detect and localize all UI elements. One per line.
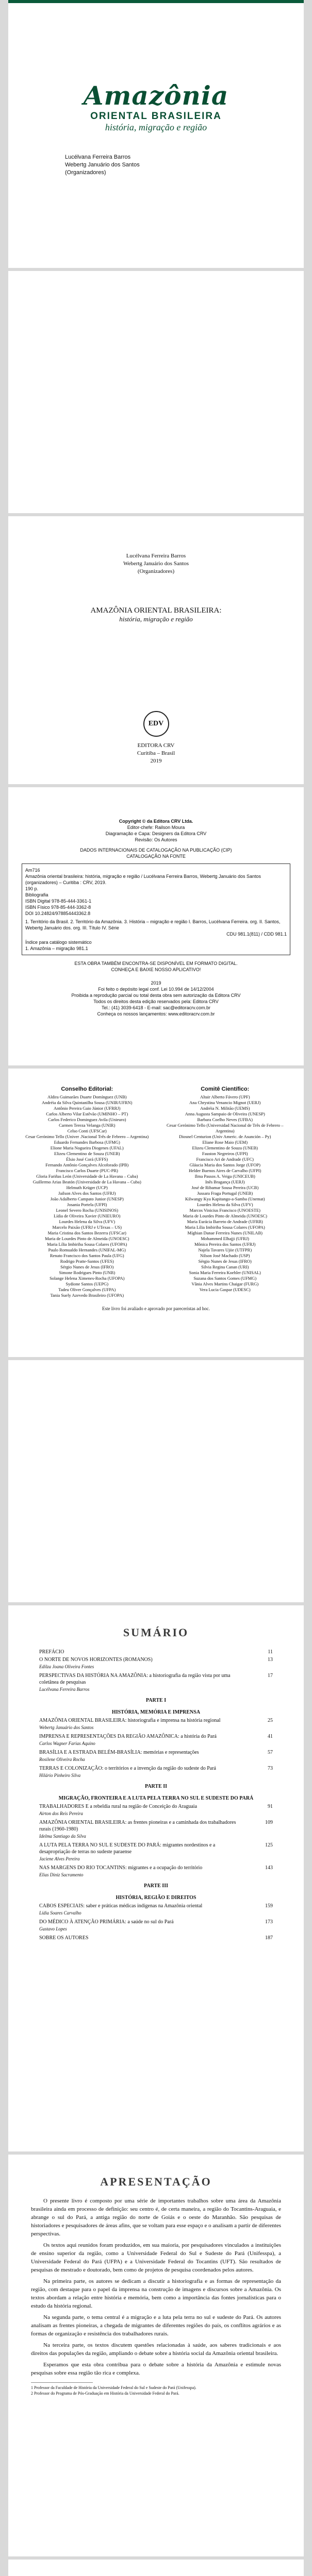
- toc-entry-page: 91: [268, 1804, 273, 1809]
- editorial-member: Sydione Santos (UEPG): [65, 1281, 109, 1286]
- title-author-2: Webertg Januário dos Santos: [123, 561, 189, 567]
- toc-entry-page: 57: [268, 1750, 273, 1755]
- cip-line-5: ISBN Digital 978-85-444-3361-1: [25, 899, 92, 904]
- editorial-member: Lourdes Helena da Silva (UFV): [59, 1219, 116, 1224]
- toc-entry-title: PREFÁCIO: [39, 1649, 64, 1655]
- toc-entry-author: Rosilene Oliveira Rocha: [39, 1757, 85, 1762]
- editorial-member: Carlos Alberto Vilar Estêvão (UMINHO – PT): [46, 1111, 128, 1116]
- toc-part-heading: PARTE II: [144, 1784, 168, 1789]
- editorial-member: Francisco Carlos Duarte (PUC-PR): [56, 1168, 118, 1173]
- title-block: [8, 606, 304, 623]
- scientific-member: Cesar Gerónimo Tello (Universidad Nacional de Três de Febrero – Argentina): [166, 1123, 284, 1133]
- title-author-1: Lucélvana Ferreira Barros: [126, 553, 186, 559]
- toc-entry-page: 13: [268, 1657, 273, 1663]
- editorial-member: Fernando Antônio Gonçalves Alcoforado (IPB): [45, 1162, 129, 1167]
- toc-entry[interactable]: [39, 1903, 273, 1909]
- scientific-member: Maria de Lourdes Pinto de Almeida (UNOESC): [183, 1213, 267, 1218]
- toc-entry-page: 109: [265, 1820, 273, 1825]
- toc-entry-title: CABOS ESPECIAIS: saber e práticas médicas indígenas na Amazônia oriental: [39, 1903, 203, 1909]
- toc-entry-author: Webertg Januário dos Santos: [39, 1725, 94, 1730]
- cip-line-6: ISBN Físico 978-85-444-3362-8: [25, 905, 91, 910]
- cover-brand: [8, 80, 304, 133]
- scientific-member: Nilson José Machado (USP): [200, 1253, 250, 1258]
- toc-entry-author: Idelma Santiago da Silva: [39, 1834, 86, 1839]
- toc-entry[interactable]: [39, 1733, 273, 1740]
- cip-title: DADOS INTERNACIONAIS DE CATALOGAÇÃO NA PUBLICAÇÃO (CIP): [80, 848, 232, 853]
- legal-line-2: CONHEÇA E BAIXE NOSSO APLICATIVO!: [111, 967, 201, 972]
- copyright-line-1: Copyright © da Editora CRV Ltda.: [119, 819, 193, 824]
- toc-entry-title: A LUTA PELA TERRA NO SUL E SUDESTE DO PARÁ: migrantes nordestinos e a desapropriação de terras no sudeste paraense: [39, 1842, 216, 1855]
- title-publisher: [8, 742, 304, 765]
- toc-entry-page: 125: [265, 1842, 273, 1848]
- toc-page: [8, 1605, 304, 2151]
- scientific-member: Eliane Rose Maio (UEM): [202, 1140, 248, 1145]
- toc-entry-title: IMPRENSA E REPRESENTAÇÕES DA REGIÃO AMAZÔNICA: a história do Pará: [39, 1734, 217, 1739]
- toc-entry-title: NAS MARGENS DO RIO TOCANTINS: migrantes e a ocupação do território: [39, 1865, 203, 1871]
- toc-entry-author: Lídia Soares Carvalho: [39, 1910, 81, 1916]
- publisher-logo-icon: [143, 711, 169, 737]
- toc-entry[interactable]: [39, 1717, 273, 1724]
- cip-sub: CATALOGAÇÃO NA FONTE: [126, 854, 186, 859]
- toc-title: SUMÁRIO: [123, 1626, 189, 1639]
- scientific-member: Lourdes Helena da Silva (UFV): [196, 1202, 253, 1207]
- editorial-member: Solange Helena Ximenes-Rocha (UFOPA): [50, 1276, 125, 1281]
- toc-entry-title: DO MÉDICO À ATENÇÃO PRIMÁRIA: a saúde no sul do Pará: [39, 1919, 174, 1925]
- scientific-member: Vera Lucia Gaspar (UDESC): [199, 1287, 251, 1292]
- presentation-paragraph: Na primeira parte, os autores se dedicam a discutir a historiografia e as formas de representação da região, com destaque para o papel da imprensa na construção de imagens e discursos sobre a Amazônia. Os textos abordam a relação entre história e memória, bem como a importância das fontes jornalísticas para o estudo da história regional.: [31, 2278, 281, 2309]
- scientific-member: Ana Chrystina Venancio Mignot (UERJ): [189, 1100, 261, 1105]
- toc-entry[interactable]: [39, 1935, 273, 1941]
- scientific-member: Míghian Danae Ferreira Nunes (UNILAB): [187, 1230, 262, 1235]
- toc-list: [39, 1649, 273, 1941]
- editorial-council: [21, 1084, 154, 1298]
- copyright-block: [8, 818, 304, 843]
- editorial-member: Élsio José Corá (UFFS): [66, 1157, 108, 1162]
- copyright-page: [8, 787, 304, 1065]
- toc-entry[interactable]: [39, 1656, 273, 1663]
- rights-line-1: 2019: [151, 980, 161, 986]
- editorial-member: Lídia de Oliveira Xavier (UNIEURO): [54, 1213, 121, 1218]
- toc-entry-author: Edilza Joana Oliveira Fontes: [39, 1664, 94, 1669]
- scientific-member: Maria Eurácia Barreto de Andrade (UFRB): [187, 1219, 263, 1224]
- editorial-member: Tadeu Oliver Gonçalves (UFPA): [58, 1287, 116, 1292]
- cip-heading: [8, 847, 304, 859]
- editorial-member: Aldira Guimarães Duarte Domínguez (UNB): [47, 1094, 127, 1099]
- rights-line-3: Proibida a reprodução parcial ou total desta obra sem autorização da Editora CRV: [71, 993, 241, 998]
- scientific-member: Silvia Regina Canan (URI): [201, 1264, 249, 1269]
- editorial-member: Helmuth Krüger (UCP): [66, 1185, 108, 1190]
- presentation-paragraph: Na segunda parte, o tema central é a migração e a luta pela terra no sul e sudeste do Pará. Os autores analisam as frentes pioneiras, a chegada de migrantes de diferentes regiões do país, os conflitos agrários e as formas de organização e resistência dos trabalhadores rurais.: [31, 2314, 281, 2337]
- editorial-member: João Adalberto Campato Junior (UNESP): [50, 1196, 124, 1201]
- blank-page-2: [8, 1360, 304, 1602]
- scientific-member: Helder Buenos Aires de Carvalho (UFPI): [189, 1168, 261, 1173]
- book-subtitle: história, migração e região: [119, 615, 193, 623]
- editorial-member: Renato Francisco dos Santos Paula (UFG): [50, 1253, 124, 1258]
- scientific-member: Inês Bragança (UERJ): [205, 1179, 245, 1184]
- scientific-member: Francisco Ari de Andrade (UFC): [196, 1157, 254, 1162]
- scientific-member: Suzana dos Santos Gomes (UFMG): [193, 1276, 257, 1281]
- toc-entry-title: O NORTE DE NOVOS HORIZONTES (ROMANOS): [39, 1657, 153, 1663]
- editorial-member: Eduardo Fernandes Barbosa (UFMG): [54, 1140, 120, 1145]
- toc-entry-author: Airton dos Reis Pereira: [39, 1811, 83, 1816]
- toc-part-heading: PARTE I: [145, 1698, 167, 1703]
- scientific-committee-title: Comitê Científico:: [201, 1086, 250, 1092]
- title-authors: [8, 552, 304, 575]
- scientific-member: Ilma Passos A. Veiga (UNICEUB): [194, 1174, 255, 1179]
- scientific-member: Fauston Negreiros (UFPI): [202, 1151, 248, 1156]
- rights-line-6: Conheça os nossos lançamentos: www.editoracrv.com.br: [97, 1011, 215, 1016]
- toc-entry-title: BRASÍLIA E A ESTRADA BELÉM-BRASÍLIA: memórias e representações: [39, 1750, 199, 1755]
- editorial-member: Elione Maria Nogueira Diogenes (UFAL): [50, 1145, 124, 1150]
- scientific-member: Mohammed Elhajji (UFRJ): [201, 1236, 249, 1241]
- toc-part-heading: MIGRAÇÃO, FRONTEIRA E A LUTA PELA TERRA NO SUL E SUDESTE DO PARÁ: [58, 1795, 254, 1801]
- toc-entry-page: 11: [268, 1649, 273, 1655]
- cip-line-2: Amazônia oriental brasileira: história, migração e região / Lucélvana Ferreira Barros, Webertg Januário dos Santos (organizadores) – Curitiba : CRV, 2019.: [25, 874, 261, 885]
- toc-entry-author: Jaciene Alves Pereira: [39, 1856, 80, 1861]
- scientific-member: Elizeu Clementino de Souza (UNEB): [192, 1145, 258, 1150]
- copyright-line-4: Revisão: Os Autores: [135, 837, 177, 842]
- toc-entry[interactable]: [39, 1803, 273, 1810]
- presentation-paragraphs: [31, 2197, 281, 2377]
- footnote-2: 2 Professor do Programa de Pós-Graduação em História da Universidade Federal do Pará.: [31, 2391, 179, 2396]
- toc-entry-author: Carlos Wagner Farias Aquino: [39, 1741, 95, 1746]
- presentation-paragraph: Na terceira parte, os textos discutem questões relacionadas à saúde, aos saberes tradicionais e aos direitos das populações da região, ampliando o debate sobre a história social da Amazônia oriental brasileira.: [31, 2342, 281, 2357]
- editorial-council-list: [21, 1094, 154, 1298]
- editorial-member: Rodrigo Pratte-Santos (UFES): [60, 1259, 114, 1264]
- scientific-member: Altair Alberto Fávero (UPF): [200, 1094, 250, 1099]
- editorial-member: Paulo Romualdo Hernandes (UNIFAL-MG): [48, 1247, 126, 1252]
- rights-line-4: Todos os direitos desta edição reservados pela: Editora CRV: [93, 999, 219, 1004]
- editorial-member: Carmen Tereza Velanga (UNIR): [59, 1123, 116, 1128]
- editorial-member: Celso Conti (UFSCar): [67, 1128, 107, 1133]
- copyright-line-3: Diagramação e Capa: Designers da Editora CRV: [105, 831, 207, 836]
- cover-organizers-role: (Organizadores): [65, 170, 106, 176]
- toc-part-heading: PARTE III: [144, 1883, 168, 1889]
- rights-line-5: Tel.: (41) 3039-6418 - E-mail: sac@editoracrv.com.br: [101, 1005, 211, 1010]
- editorial-member: Antônio Pereira Gaio Júnior (UFRRJ): [54, 1106, 121, 1111]
- scientific-member: Jussara Fraga Portugal (UNEB): [197, 1191, 253, 1196]
- blank-page: [8, 271, 304, 513]
- scientific-member: Mônica Pereira dos Santos (UFRJ): [194, 1242, 256, 1247]
- toc-entry-page: 187: [265, 1935, 273, 1941]
- toc-entry[interactable]: [39, 1649, 273, 1655]
- footnote-1: 1 Professor da Faculdade de História da Universidade Federal do Sul e Sudeste do Pará (Unifesspa).: [31, 2385, 196, 2390]
- cip-line-10: Índice para catálogo sistemático: [25, 940, 92, 945]
- editorial-member: Marcelo Paixão (UFRJ e UTexas – US): [52, 1225, 122, 1230]
- cover-organizer-1: Lucélvana Ferreira Barros: [65, 154, 131, 160]
- editorial-member: Carlos Federico Dominguez Avila (Unieuro): [48, 1117, 126, 1122]
- council-columns: [8, 1084, 304, 1298]
- toc-entry-page: 159: [265, 1903, 273, 1909]
- scientific-member: Maria Lília Imbiriba Sousa Colares (UFOPA): [185, 1225, 265, 1230]
- toc-entry-page: 73: [268, 1766, 273, 1771]
- toc-entry-author: Hilário Pinheiro Silva: [39, 1773, 81, 1778]
- publisher-logo-text: EDV: [148, 720, 164, 727]
- presentation-paragraph: Esperamos que esta obra contribua para o debate sobre a história da Amazônia e estimule novas pesquisas sobre essa região tão rica e complexa.: [31, 2362, 281, 2376]
- publisher-name: EDITORA CRV: [137, 742, 175, 749]
- toc-entry[interactable]: [39, 1919, 273, 1925]
- scientific-member: Vânia Alves Martins Chaigar (FURG): [191, 1281, 259, 1286]
- scientific-member: Sérgio Nunes de Jesus (IFRO): [198, 1259, 252, 1264]
- publisher-place: Curitiba – Brasil: [137, 750, 175, 756]
- scientific-member: Andréia N. Militão (UEMS): [200, 1106, 250, 1111]
- toc-entry-title: AMAZÔNIA ORIENTAL BRASILEIRA: historiografia e imprensa na história regional: [39, 1718, 221, 1723]
- publisher-year: 2019: [150, 758, 162, 764]
- toc-entry[interactable]: [39, 1865, 273, 1871]
- cip-line-7: DOI 10.24824/978854443362.8: [25, 911, 91, 916]
- toc-entry-title: TERRAS E COLONIZAÇÃO: o territórios e a invenção da região do sudeste do Pará: [39, 1766, 216, 1771]
- scientific-member: Gláucia Maria dos Santos Jorge (UFOP): [189, 1162, 260, 1167]
- title-page: [8, 516, 304, 784]
- toc-entry-author: Lucélvana Ferreira Barros: [39, 1687, 90, 1692]
- legal-note: [8, 960, 304, 973]
- editorial-member: Maria Lília Imbiriba Sousa Colares (UFOPA): [47, 1242, 127, 1247]
- rights-block: [8, 980, 304, 1017]
- council-page: [8, 1069, 304, 1357]
- editorial-member: Sérgio Nunes de Jesus (IFRO): [60, 1264, 114, 1269]
- cip-line-11: 1. Amazônia – migração 981.1: [25, 946, 88, 951]
- editorial-member: Maria Cristina dos Santos Bezerra (UFSCar): [47, 1230, 126, 1235]
- scientific-member: Marcos Vinicius Francisco (UNOESTE): [189, 1208, 260, 1213]
- scientific-committee-list: [159, 1094, 292, 1293]
- cip-line-1: Am716: [25, 868, 40, 873]
- editorial-council-title: Conselho Editorial:: [61, 1086, 113, 1092]
- presentation-page: [8, 2155, 304, 2556]
- toc-entry-page: 25: [268, 1718, 273, 1723]
- editorial-member: Elizeu Clementino de Souza (UNEB): [54, 1151, 120, 1156]
- toc-entry[interactable]: [39, 1765, 273, 1772]
- toc-entry-page: 173: [265, 1919, 273, 1925]
- editorial-member: Josania Portela (UFPI): [67, 1202, 107, 1207]
- editorial-member: Cesar Gerónimo Tello (Univer .Nacional Três de Febrero – Argentina): [25, 1134, 149, 1139]
- scientific-member: Diosnel Centurion (Univ Americ. de Asunción – Py): [179, 1134, 271, 1139]
- cip-box: [22, 863, 290, 955]
- scientific-member: Najela Tavares Ujiie (UTFPR): [198, 1247, 252, 1252]
- editorial-member: Leonel Severo Rocha (UNISINOS): [56, 1208, 119, 1213]
- editorial-member: Tania Suely Azevedo Brasileiro (UFOPA): [50, 1293, 124, 1298]
- editorial-member: Gloria Fariñas León (Universidade de La Havana – Cuba): [36, 1174, 138, 1179]
- toc-entry-title: AMAZÔNIA ORIENTAL BRASILEIRA: as frentes pioneiras e a caminhada dos trabalhadores rurais (1960-1980): [39, 1820, 236, 1832]
- toc-entry-author: Elias Diniz Sacramento: [39, 1872, 84, 1877]
- copyright-line-2: Editor-chefe: Railson Moura: [127, 825, 185, 830]
- cover-brand-title: Amazônia: [83, 80, 229, 111]
- toc-entry-author: Gustavo Lopes: [39, 1926, 67, 1931]
- toc-entry[interactable]: [39, 1819, 273, 1833]
- toc-entry-title: TRABALHADORES E a rebeldia rural na região de Conceição do Araguaia: [39, 1804, 198, 1809]
- presentation-paragraph: O presente livro é composto por uma série de importantes trabalhos sobre uma área da Amazônia brasileira ainda em processo de definição: seu centro é, de certa maneira, a região do Tocantins-Araguaia, e abrange o sul do Pará, a antiga região do norte de Goiás e o oeste do Maranhão. São pesquisas de historiadores e pesquisadores de áreas afins, que se voltam para esse espaço e o analisam a partir de diferentes perspectivas.: [31, 2198, 281, 2237]
- toc-part-heading: HISTÓRIA, REGIÃO E DIREITOS: [116, 1895, 196, 1901]
- toc-entry-page: 41: [268, 1734, 273, 1739]
- cover-organizers: [65, 154, 304, 177]
- presentation-title: APRESENTAÇÃO: [100, 2175, 212, 2188]
- scientific-member: Anna Augusta Sampaio de Oliveira (UNESP): [185, 1111, 265, 1116]
- scientific-member: José de Ribamar Sousa Pereira (UCB): [191, 1185, 259, 1190]
- title-role: (Organizadores): [137, 568, 175, 574]
- cip-line-9: CDU 981.1(811) / CDD 981.1: [226, 931, 287, 937]
- toc-entry-title: SOBRE OS AUTORES: [39, 1935, 89, 1941]
- scientific-member: Barbara Coelho Neves (UFBA): [197, 1117, 253, 1122]
- presentation-paragraph: Os textos aqui reunidos foram produzidos, em sua maioria, por pesquisadores vinculados a instituições de ensino superior da região, como a Universidade Federal do Sul e Sudeste do Pará (Unifesspa), a Universidade Federal do Pará (UFPA) e a Universidade Federal do Tocantins (UFT). São resultados de pesquisas de mestrado e doutorado, bem como de projetos de pesquisa coordenados pelos autores.: [31, 2242, 281, 2273]
- cover-brand-sub: ORIENTAL BRASILEIRA: [90, 111, 222, 122]
- toc-entry[interactable]: [39, 1842, 273, 1855]
- review-note: Este livro foi avaliado e aprovado por pareceristas ad hoc.: [102, 1306, 210, 1311]
- toc-part-heading: HISTÓRIA, MEMÓRIA E IMPRENSA: [111, 1709, 201, 1715]
- editorial-member: Guillermo Arias Beatón (Universidade de La Havana – Cuba): [32, 1179, 141, 1184]
- toc-entry-title: PERSPECTIVAS DA HISTÓRIA NA AMAZÔNIA: a historiografia da região vista por uma coletânea de pesquisas: [39, 1673, 231, 1685]
- scientific-member: Sonia Maria Ferreira Koehler (UNISAL): [189, 1270, 261, 1275]
- legal-line-1: ESTA OBRA TAMBÉM ENCONTRA-SE DISPONÍVEL EM FORMATO DIGITAL.: [74, 961, 238, 966]
- cover-organizer-2: Webertg Januário dos Santos: [65, 162, 140, 168]
- editorial-member: Jailson Alves dos Santos (UFRJ): [58, 1191, 116, 1196]
- cip-line-3: 190 p.: [25, 886, 39, 891]
- rights-line-2: Foi feito o depósito legal conf. Lei 10.994 de 14/12/2004: [98, 987, 214, 992]
- editorial-member: Andréia da Silva Quintanilha Sousa (UNIR/UFRN): [42, 1100, 133, 1105]
- presentation-page-2: [8, 2560, 304, 2576]
- toc-entry[interactable]: [39, 1672, 273, 1686]
- cover-page: [8, 0, 304, 268]
- toc-entry[interactable]: [39, 1749, 273, 1756]
- book-title: AMAZÔNIA ORIENTAL BRASILEIRA:: [90, 606, 222, 615]
- editorial-member: Maria de Lourdes Pinto de Almeida (UNOESC): [45, 1236, 129, 1241]
- scientific-committee: [159, 1084, 292, 1298]
- toc-entry-page: 17: [268, 1673, 273, 1679]
- cover-brand-tagline: história, migração e região: [105, 122, 207, 132]
- toc-entry-page: 143: [265, 1865, 273, 1871]
- editorial-member: Simone Rodrigues Pinto (UNB): [59, 1270, 116, 1275]
- cip-line-8: 1. Território da Brasil. 2. Território da Amazônia. 3. História – migração e região I. Barros, Lucélvana Ferreira. org. II. Santos, Webertg Januário dos. org. III. Título IV. Série: [25, 919, 281, 930]
- cip-line-4: Bibliografia: [25, 892, 48, 897]
- scientific-member: Kilwangy Kya Kapitango-a-Samba (Unemat): [185, 1196, 265, 1201]
